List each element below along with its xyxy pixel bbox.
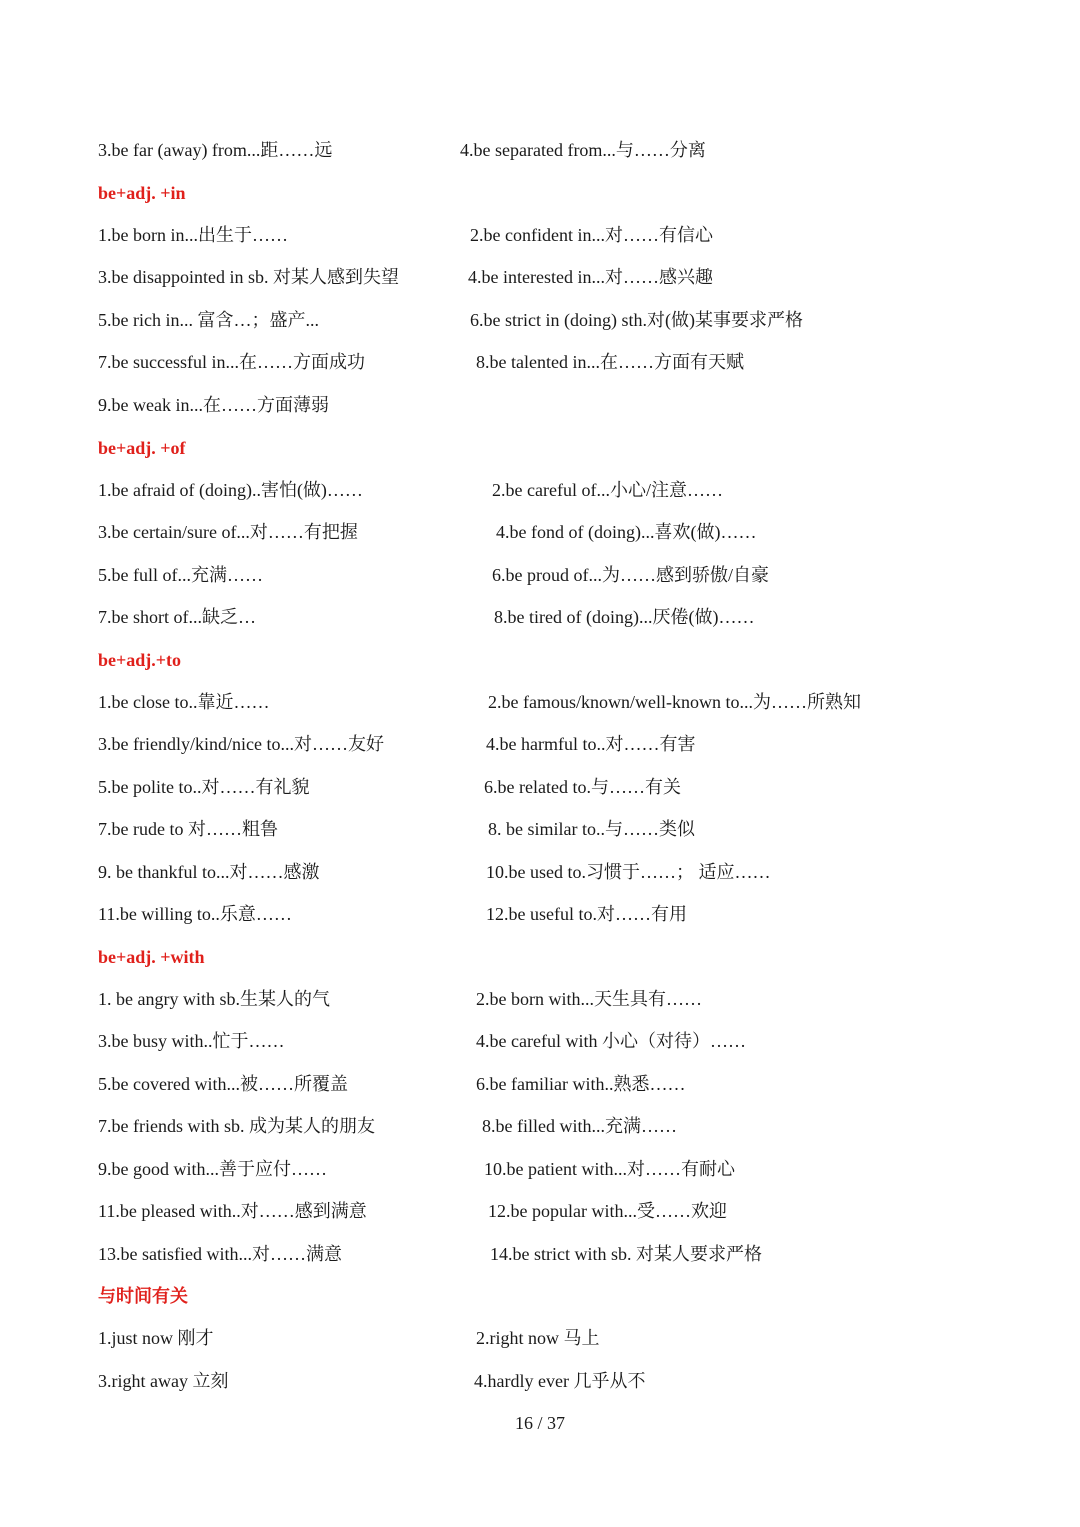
phrase-entry: 9.be good with...善于应付……	[98, 1159, 327, 1179]
phrase-entry: 4.be interested in...对……感兴趣	[468, 267, 713, 287]
phrase-entry: 1.just now 刚才	[98, 1328, 214, 1348]
phrase-entry: 8.be tired of (doing)...厌倦(做)……	[494, 607, 755, 627]
page-indicator: 16 / 37	[514, 1413, 565, 1433]
phrase-entry: 7.be rude to 对……粗鲁	[98, 819, 278, 839]
list-row	[0, 135, 1080, 165]
phrase-entry: 2.be careful of...小心/注意……	[492, 480, 723, 500]
list-row	[0, 857, 1080, 887]
list-row	[0, 560, 1080, 590]
phrase-entry: 6.be related to.与……有关	[484, 777, 681, 797]
section-heading: be+adj. +of	[98, 438, 186, 458]
phrase-entry: 2.be born with...天生具有……	[476, 989, 702, 1009]
phrase-entry: 8. be similar to..与……类似	[488, 819, 695, 839]
list-row	[0, 305, 1080, 335]
phrase-entry: 8.be talented in...在……方面有天赋	[476, 352, 744, 372]
phrase-entry: 2.be confident in...对……有信心	[470, 225, 713, 245]
phrase-entry: 3.be busy with..忙于……	[98, 1031, 285, 1051]
phrase-entry: 1.be born in...出生于……	[98, 225, 288, 245]
list-row	[0, 1323, 1080, 1353]
phrase-entry: 3.be friendly/kind/nice to...对……友好	[98, 734, 384, 754]
phrase-entry: 11.be pleased with..对……感到满意	[98, 1201, 367, 1221]
list-row	[0, 984, 1080, 1014]
phrase-entry: 8.be filled with...充满……	[482, 1116, 677, 1136]
section-heading: be+adj. +with	[98, 947, 205, 967]
list-row	[0, 1111, 1080, 1141]
list-row	[0, 687, 1080, 717]
list-row	[0, 220, 1080, 250]
list-row	[0, 899, 1080, 929]
list-row	[0, 1154, 1080, 1184]
phrase-entry: 1. be angry with sb.生某人的气	[98, 989, 330, 1009]
phrase-entry: 13.be satisfied with...对……满意	[98, 1244, 342, 1264]
phrase-entry: 9.be weak in...在……方面薄弱	[98, 395, 329, 415]
phrase-entry: 1.be afraid of (doing)..害怕(做)……	[98, 480, 363, 500]
phrase-entry: 5.be covered with...被……所覆盖	[98, 1074, 348, 1094]
section-heading: be+adj. +in	[98, 183, 186, 203]
section-heading: 与时间有关	[98, 1286, 188, 1306]
phrase-entry: 3.be certain/sure of...对……有把握	[98, 522, 358, 542]
list-row	[0, 475, 1080, 505]
phrase-entry: 4.be harmful to..对……有害	[486, 734, 696, 754]
phrase-entry: 4.be fond of (doing)...喜欢(做)……	[496, 522, 757, 542]
phrase-entry: 14.be strict with sb. 对某人要求严格	[490, 1244, 762, 1264]
phrase-entry: 10.be used to.习惯于……； 适应……	[486, 862, 771, 882]
phrase-entry: 7.be short of...缺乏…	[98, 607, 256, 627]
list-row	[0, 772, 1080, 802]
phrase-entry: 5.be polite to..对……有礼貌	[98, 777, 310, 797]
phrase-entry: 5.be full of...充满……	[98, 565, 263, 585]
phrase-entry: 4.hardly ever 几乎从不	[474, 1371, 646, 1391]
list-row	[0, 814, 1080, 844]
phrase-entry: 4.be careful with 小心（对待）……	[476, 1031, 746, 1051]
phrase-entry: 2.be famous/known/well-known to...为……所熟知	[488, 692, 861, 712]
phrase-entry: 4.be separated from...与……分离	[460, 140, 706, 160]
phrase-entry: 1.be close to..靠近……	[98, 692, 270, 712]
phrase-entry: 11.be willing to..乐意……	[98, 904, 292, 924]
phrase-entry: 12.be useful to.对……有用	[486, 904, 687, 924]
list-row	[0, 262, 1080, 292]
phrase-entry: 9. be thankful to...对……感激	[98, 862, 320, 882]
list-row	[0, 347, 1080, 377]
phrase-entry: 6.be strict in (doing) sth.对(做)某事要求严格	[470, 310, 803, 330]
phrase-entry: 6.be proud of...为……感到骄傲/自豪	[492, 565, 769, 585]
list-row	[0, 602, 1080, 632]
phrase-entry: 3.be far (away) from...距……远	[98, 140, 333, 160]
phrase-entry: 2.right now 马上	[476, 1328, 600, 1348]
phrase-entry: 12.be popular with...受……欢迎	[488, 1201, 727, 1221]
phrase-entry: 7.be friends with sb. 成为某人的朋友	[98, 1116, 375, 1136]
list-row	[0, 729, 1080, 759]
list-row	[0, 390, 1080, 420]
list-row	[0, 1366, 1080, 1396]
phrase-entry: 3.right away 立刻	[98, 1371, 229, 1391]
section-heading: be+adj.+to	[98, 650, 182, 670]
list-row	[0, 1239, 1080, 1269]
list-row	[0, 1069, 1080, 1099]
list-row	[0, 517, 1080, 547]
phrase-entry: 3.be disappointed in sb. 对某人感到失望	[98, 267, 399, 287]
phrase-entry: 7.be successful in...在……方面成功	[98, 352, 365, 372]
phrase-entry: 10.be patient with...对……有耐心	[484, 1159, 735, 1179]
phrase-entry: 6.be familiar with..熟悉……	[476, 1074, 686, 1094]
list-row	[0, 1196, 1080, 1226]
list-row	[0, 1026, 1080, 1056]
phrase-entry: 5.be rich in... 富含…；盛产...	[98, 310, 319, 330]
